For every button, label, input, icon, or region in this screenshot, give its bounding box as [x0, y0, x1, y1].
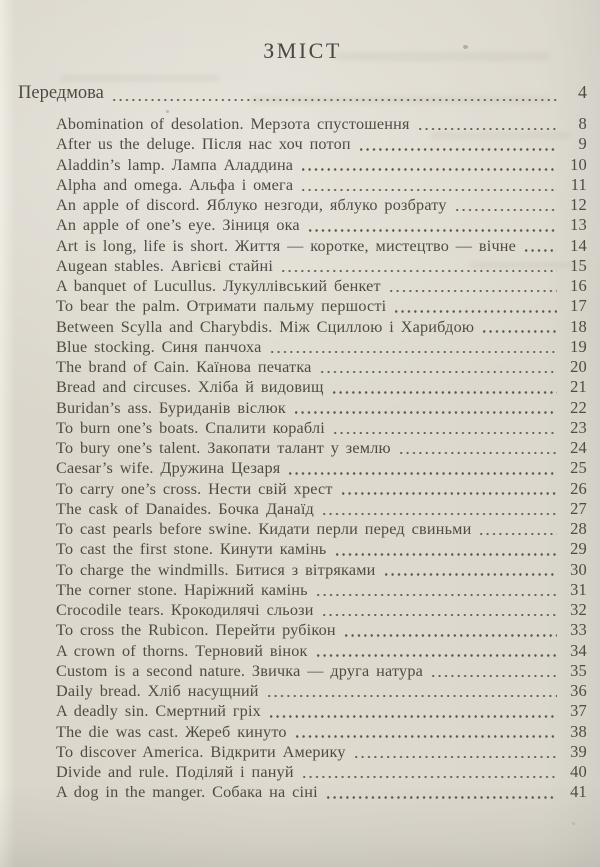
entry-title: Caesar’s wife. Дружина Цезаря	[56, 459, 281, 478]
entry-page-number: 23	[570, 417, 587, 437]
entry-page-number: 10	[570, 154, 587, 174]
entry-title: Abomination of desolation. Мерзота спустошення	[56, 115, 410, 133]
toc-entry	[18, 175, 587, 195]
entry-page-number: 26	[570, 478, 587, 498]
toc-entry	[18, 499, 587, 519]
entry-page-number: 36	[570, 681, 587, 700]
dot-leader	[269, 348, 558, 353]
dot-leader	[481, 328, 557, 333]
entry-title: Custom is a second nature. Звичка — друга натура	[56, 661, 424, 680]
entry-page-number: 8	[578, 114, 587, 133]
entry-title: Bread and circuses. Хліба й видовищ	[56, 378, 324, 397]
entry-page-number: 12	[570, 195, 587, 214]
dot-leader	[319, 368, 557, 373]
entry-page-number: 34	[570, 640, 587, 660]
toc-entry	[18, 398, 587, 418]
entry-title: Aladdin’s lamp. Лампа Аладдина	[56, 155, 294, 174]
dot-leader	[300, 166, 557, 171]
toc-entry	[18, 701, 587, 721]
entry-page-number: 30	[570, 559, 587, 579]
toc-entry	[18, 114, 587, 134]
entry-title: To cast pearls before swine. Кидати перли перед свиньми	[56, 520, 472, 538]
toc-entry	[18, 236, 587, 256]
entry-title: The cask of Danaides. Бочка Данаїд	[56, 499, 314, 518]
dot-leader	[325, 794, 557, 799]
dot-leader	[315, 652, 557, 657]
dot-leader	[268, 713, 557, 718]
toc-entry	[18, 519, 587, 539]
foreword-entry	[18, 80, 587, 105]
entry-page-number: 38	[570, 721, 587, 741]
toc-entry	[18, 600, 587, 620]
toc-entry	[18, 742, 587, 762]
entry-page-number: 21	[570, 377, 587, 397]
dot-leader	[294, 733, 557, 738]
toc-entry	[18, 641, 587, 661]
entry-title: Divide and rule. Поділяй і пануй	[56, 763, 294, 781]
entry-page-number: 37	[570, 701, 587, 721]
dot-leader	[353, 753, 557, 758]
entry-title: Daily bread. Хліб насущний	[56, 682, 259, 700]
toc-entry	[18, 357, 587, 377]
entry-page-number: 27	[570, 498, 587, 518]
entry-page-number: 15	[570, 255, 587, 275]
dot-leader	[266, 692, 557, 697]
entry-title: To cast the first stone. Кинути камінь	[56, 540, 327, 559]
entry-title: Art is long, life is short. Життя — коротке, мистецтво — вічне	[56, 236, 517, 255]
entry-title: To carry one’s cross. Нести свій хрест	[56, 479, 333, 498]
entry-page-number: 33	[570, 620, 587, 640]
entry-page-number: 40	[570, 762, 587, 781]
entry-title: The corner stone. Наріжний камінь	[56, 580, 308, 599]
entry-page-number: 18	[570, 316, 587, 336]
entry-title: Between Scylla and Charybdis. Між Сциллою і Харибдою	[56, 317, 475, 336]
entry-title: A crown of thorns. Терновий вінок	[56, 641, 308, 660]
toc-entry	[18, 661, 587, 681]
toc-entry	[18, 580, 587, 600]
entry-page-number: 35	[570, 660, 587, 680]
dot-leader	[307, 227, 557, 232]
entry-page-number: 29	[570, 539, 587, 559]
toc-entry	[18, 155, 587, 175]
toc-entry	[18, 722, 587, 742]
entry-page-number: 14	[570, 235, 587, 255]
dot-leader	[331, 389, 557, 394]
toc-entry	[18, 418, 587, 438]
toc-entry	[18, 560, 587, 580]
dot-leader	[321, 510, 557, 515]
toc-entry	[18, 317, 587, 337]
foreword-page-number: 4	[578, 82, 587, 102]
dot-leader	[293, 409, 557, 414]
entry-title: After us the deluge. Після нас хоч потоп	[56, 135, 351, 154]
entry-title: An apple of one’s eye. Зіниця ока	[56, 216, 300, 235]
dot-leader	[343, 632, 557, 637]
entry-title: Buridan’s ass. Буриданів віслюк	[56, 398, 286, 417]
dot-leader	[523, 247, 557, 252]
entry-title: The die was cast. Жереб кинуто	[56, 722, 287, 741]
entry-title: Augean stables. Авгієві стайні	[56, 256, 274, 275]
dot-leader	[388, 287, 557, 292]
dot-leader	[430, 672, 557, 677]
entry-page-number: 32	[570, 600, 587, 619]
dot-leader	[340, 490, 557, 495]
toc-entry	[18, 681, 587, 701]
entry-page-number: 19	[570, 336, 587, 356]
entry-page-number: 11	[570, 174, 587, 194]
entry-page-number: 31	[570, 579, 587, 599]
entry-page-number: 17	[570, 296, 587, 316]
entry-page-number: 20	[570, 357, 587, 376]
foreword-label: Передмова	[18, 83, 104, 103]
entry-title: To discover America. Відкрити Америку	[56, 742, 346, 761]
toc-entry	[18, 195, 587, 215]
toc-entry	[18, 762, 587, 782]
dot-leader	[332, 429, 557, 434]
entry-page-number: 16	[570, 276, 587, 295]
toc-entries	[18, 114, 587, 803]
entry-title: A dog in the manger. Собака на сіні	[56, 783, 318, 802]
entry-title: To bear the palm. Отримати пальму першості	[56, 297, 387, 316]
dot-leader	[393, 308, 557, 313]
entry-page-number: 24	[570, 438, 587, 457]
dot-leader	[111, 96, 557, 101]
entry-title: Alpha and omega. Альфа і омега	[56, 175, 294, 194]
entry-title: A banquet of Lucullus. Лукуллівський бенкет	[56, 277, 381, 295]
dot-leader	[300, 186, 557, 191]
toc-entry	[18, 458, 587, 478]
entry-title: The brand of Cain. Каїнова печатка	[56, 358, 312, 376]
entry-page-number: 9	[578, 134, 587, 154]
dot-leader	[287, 470, 557, 475]
entry-title: To cross the Rubicon. Перейти рубікон	[56, 621, 336, 640]
dot-leader	[358, 146, 557, 151]
entry-page-number: 13	[570, 215, 587, 235]
entry-page-number: 41	[570, 782, 587, 802]
dot-leader	[478, 530, 557, 535]
entry-page-number: 39	[570, 741, 587, 761]
dot-leader	[383, 571, 557, 576]
page-title: ЗМІСТ	[263, 38, 342, 63]
entry-title: To charge the windmills. Битися з вітряками	[56, 560, 376, 579]
toc-entry	[18, 215, 587, 235]
dot-leader	[454, 206, 557, 211]
dot-leader	[321, 611, 557, 616]
entry-page-number: 22	[570, 397, 587, 417]
entry-title: Blue stocking. Синя панчоха	[56, 337, 262, 356]
dot-leader	[315, 591, 557, 596]
toc-entry	[18, 276, 587, 296]
dot-leader	[398, 449, 557, 454]
toc-entry	[18, 337, 587, 357]
toc-entry	[18, 134, 587, 154]
entry-title: A deadly sin. Смертний гріх	[56, 702, 261, 721]
entry-title: An apple of discord. Яблуко незгоди, яблуко розбрату	[56, 196, 447, 214]
toc-entry	[18, 438, 587, 458]
entry-page-number: 28	[570, 519, 587, 538]
dot-leader	[417, 125, 557, 130]
entry-title: To burn one’s boats. Спалити кораблі	[56, 418, 325, 437]
toc-entry	[18, 296, 587, 316]
dot-leader	[301, 773, 557, 778]
toc-entry	[18, 479, 587, 499]
dot-leader	[280, 267, 557, 272]
toc-entry	[18, 782, 587, 802]
entry-page-number: 25	[570, 458, 587, 478]
toc-entry	[18, 620, 587, 640]
toc-entry	[18, 539, 587, 559]
toc-entry	[18, 377, 587, 397]
dot-leader	[334, 551, 557, 556]
toc-entry	[18, 256, 587, 276]
entry-title: Crocodile tears. Крокодилячі сльози	[56, 601, 314, 619]
entry-title: To bury one’s talent. Закопати талант у землю	[56, 439, 391, 457]
